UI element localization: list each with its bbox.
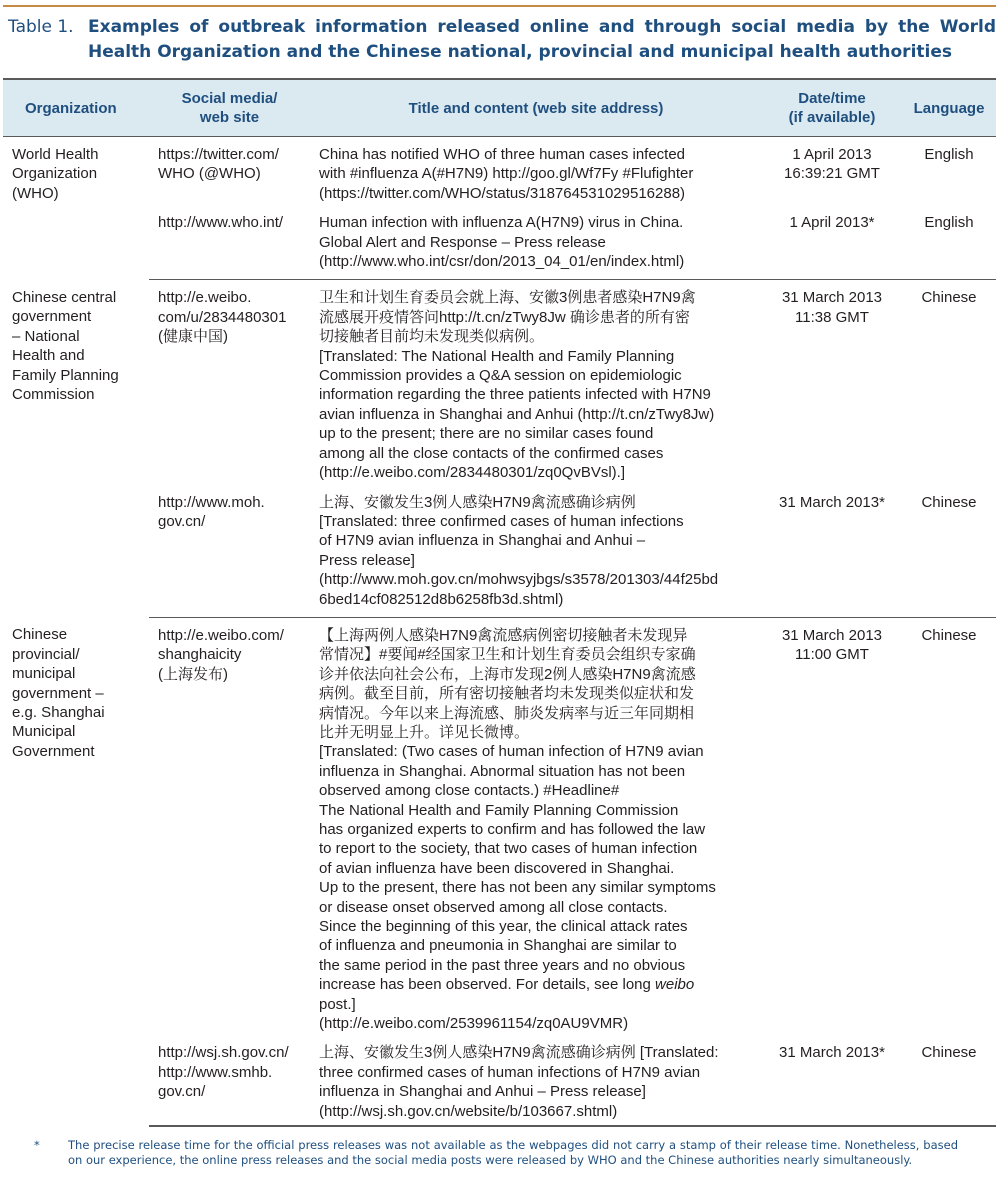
outbreak-info-table <box>3 78 996 1127</box>
organization-line: provincial/ <box>12 645 80 663</box>
cell-site-line: com/u/2834480301 <box>158 308 287 326</box>
cell-content <box>310 617 762 1033</box>
cell-site-line: https://twitter.com/ <box>158 146 279 163</box>
cell-content-line: (http://e.weibo.com/2539961154/zq0AU9VMR) <box>319 1015 629 1033</box>
cell-date-line: 11:00 GMT <box>795 646 869 664</box>
footnote-mark: * <box>34 1138 40 1152</box>
cell-content-line: 切接触者目前均未发现类似病例。 <box>319 328 545 346</box>
cell-site <box>149 280 310 483</box>
cell-content-line: or disease onset observed among all close contacts. <box>319 898 668 916</box>
cell-date-line: 16:39:21 GMT <box>784 165 880 183</box>
cell-date-line: 31 March 2013* <box>779 1044 885 1062</box>
table-header-row <box>3 79 996 137</box>
header-language: Language <box>902 79 996 137</box>
cell-content-line: (https://twitter.com/WHO/status/318764531029516288) <box>319 184 686 202</box>
organization-line: – National <box>12 327 80 345</box>
cell-site-line: gov.cn/ <box>158 1083 206 1101</box>
table-row <box>3 203 996 280</box>
cell-date <box>762 483 902 618</box>
cell-content-line: (http://www.who.int/csr/don/2013_04_01/en/index.html) <box>319 253 685 271</box>
cell-site-line: http://www.who.int/ <box>158 214 284 232</box>
cell-site <box>149 617 310 1033</box>
cell-language: Chinese <box>921 289 977 307</box>
cell-date-line: 31 March 2013 <box>781 626 883 644</box>
cell-site-line: http://e.weibo.com/ <box>158 626 284 644</box>
cell-site-line: http://e.weibo. <box>158 289 252 307</box>
cell-site-line: shanghaicity <box>158 646 242 664</box>
organization-line: Family Planning <box>12 366 119 384</box>
organization-line: Health and <box>12 347 85 365</box>
cell-date <box>762 203 902 280</box>
organization-line: Government <box>12 742 95 760</box>
cell-date-line: 1 April 2013* <box>789 214 875 232</box>
cell-site-line: gov.cn/ <box>158 512 206 530</box>
cell-site-line: (上海发布) <box>158 665 228 683</box>
cell-content-line: China has notified WHO of three human cases infected <box>319 146 686 163</box>
cell-site <box>149 483 310 618</box>
table-row <box>3 617 996 1033</box>
cell-site-line: http://www.moh. <box>158 493 265 511</box>
cell-content <box>310 203 762 280</box>
cell-content-line: observed among close contacts.) #Headline# <box>319 782 620 800</box>
cell-site-line: http://wsj.sh.gov.cn/ <box>158 1044 289 1062</box>
header-title-content: Title and content (web site address) <box>310 79 762 137</box>
cell-content-line: has organized experts to confirm and has followed the law <box>319 821 706 838</box>
organization-line: Commission <box>12 385 95 403</box>
header-social-media-line1: Social media/ <box>181 90 278 107</box>
cell-content-line: 卫生和计划生育委员会就上海、安徽3例患者感染H7N9禽 <box>319 289 696 307</box>
cell-content-line: of H7N9 avian influenza in Shanghai and Anhui – <box>319 532 646 550</box>
cell-content-line: 流感展开疫情答问http://t.cn/zTwy8Jw 确诊患者的所有密 <box>319 308 690 326</box>
footnote <box>34 1138 958 1168</box>
cell-date <box>762 137 902 204</box>
cell-content-line: 比并无明显上升。详见长微博。 <box>319 723 530 741</box>
cell-content-line: 常情况】#要闻#经国家卫生和计划生育委员会组织专家确 <box>319 646 696 664</box>
organization-line: Chinese <box>12 626 68 644</box>
table-row <box>3 1033 996 1126</box>
organization-line: Chinese central <box>12 288 117 306</box>
header-date-line2: (if available) <box>788 109 876 126</box>
table-label: Table 1. <box>8 17 74 37</box>
cell-date <box>762 617 902 1033</box>
cell-content-line: 病情况。今年以来上海流感、肺炎发病率与近三年同期相 <box>319 704 695 722</box>
cell-content-line: 上海、安徽发生3例人感染H7N9禽流感确诊病例 <box>319 493 636 511</box>
header-date <box>762 79 902 137</box>
cell-date-line: 1 April 2013 <box>792 146 872 163</box>
cell-site-line: (健康中国) <box>158 328 228 346</box>
cell-content <box>310 280 762 483</box>
cell-site-line: http://www.smhb. <box>158 1063 273 1081</box>
cell-content <box>310 1033 762 1126</box>
cell-content-line: Since the beginning of this year, the clinical attack rates <box>319 918 688 936</box>
cell-content-line: increase has been observed. For details, see long weibo <box>319 976 695 994</box>
table-caption <box>8 15 996 65</box>
cell-date-line: 11:38 GMT <box>795 308 869 326</box>
table-row <box>3 280 996 483</box>
cell-content-line: Press release] <box>319 551 415 569</box>
cell-language: Chinese <box>902 1033 996 1126</box>
organization-line: government – <box>12 684 104 702</box>
cell-content-line: up to the present; there are no similar cases found <box>319 425 654 443</box>
cell-content-line: [Translated: The National Health and Family Planning <box>319 347 675 365</box>
cell-language: Chinese <box>902 483 996 618</box>
cell-language: English <box>902 203 996 280</box>
cell-content-line: influenza in Shanghai. Abnormal situation has not been <box>319 762 686 780</box>
cell-content-line: [Translated: three confirmed cases of human infections <box>319 512 684 530</box>
header-organization: Organization <box>3 79 149 137</box>
cell-organization <box>3 280 149 618</box>
cell-content-line: 【上海两例人感染H7N9禽流感病例密切接触者未发现异 <box>319 626 688 644</box>
cell-content-line: Global Alert and Response – Press release <box>319 233 606 251</box>
cell-content-line: with #influenza A(#H7N9) http://goo.gl/Wf7Fy #Flufighter <box>319 165 694 183</box>
table-row <box>3 483 996 618</box>
cell-site <box>149 137 310 204</box>
cell-date <box>762 1033 902 1126</box>
cell-content-line: three confirmed cases of human infections of H7N9 avian <box>319 1063 701 1081</box>
cell-content-line: post.] <box>319 995 356 1013</box>
cell-site <box>149 203 310 280</box>
cell-content-line: avian influenza in Shanghai and Anhui (http://t.cn/zTwy8Jw) <box>319 405 715 423</box>
cell-content-line: 6bed14cf082512d8b6258fb3d.shtml) <box>319 590 564 608</box>
cell-content-line: (http://wsj.sh.gov.cn/website/b/103667.shtml) <box>319 1102 618 1120</box>
table-title: Examples of outbreak information released online and through social media by the World Health Organization and the Chinese national, provincial and municipal health authorities <box>88 17 996 62</box>
header-social-media <box>149 79 310 137</box>
cell-content-line: 病例。截至目前，所有密切接触者均未发现类似症状和发 <box>319 685 695 703</box>
cell-content-line: among all the close contacts of the confirmed cases <box>319 444 664 462</box>
cell-content-line: (http://e.weibo.com/2834480301/zq0QvBVsl).] <box>319 464 626 482</box>
table-row <box>3 137 996 204</box>
cell-content-line: the same period in the past three years and no obvious <box>319 956 686 974</box>
cell-content-line: The National Health and Family Planning Commission <box>319 801 679 819</box>
cell-date-line: 31 March 2013* <box>779 493 885 511</box>
cell-content-line: information regarding the three patients infected with H7N9 <box>319 386 711 404</box>
top-accent-rule <box>3 5 996 7</box>
organization-line: Municipal <box>12 723 76 741</box>
header-date-line1: Date/time <box>798 90 866 107</box>
cell-content-line: (http://www.moh.gov.cn/mohwsyjbgs/s3578/201303/44f25bd <box>319 571 719 589</box>
cell-organization <box>3 137 149 280</box>
cell-content-line: Up to the present, there has not been any similar symptoms <box>319 879 716 897</box>
cell-date-line: 31 March 2013 <box>781 289 883 307</box>
cell-content-line: of avian influenza have been discovered in Shanghai. <box>319 859 675 877</box>
cell-content-line: of influenza and pneumonia in Shanghai are similar to <box>319 937 677 955</box>
header-social-media-line2: web site <box>199 109 260 126</box>
cell-content-line: [Translated: (Two cases of human infection of H7N9 avian <box>319 743 704 761</box>
cell-content <box>310 483 762 618</box>
cell-content-line: influenza in Shanghai and Anhui – Press release] <box>319 1083 646 1101</box>
cell-site-line: WHO (@WHO) <box>158 165 261 183</box>
organization-line: Organization <box>12 165 98 183</box>
cell-content <box>310 137 762 204</box>
cell-content-line: Human infection with influenza A(H7N9) virus in China. <box>319 214 684 232</box>
organization-line: municipal <box>12 665 76 683</box>
footnote-text: The precise release time for the official press releases was not available as the webpages did not carry a stamp of their release time. Nonetheless, based on our experience, the online press releases and the social media posts were released by WHO and the Chinese authorities nearly simultaneously. <box>68 1138 958 1167</box>
organization-line: (WHO) <box>12 184 59 202</box>
cell-language: Chinese <box>921 626 977 644</box>
cell-content-line: 上海、安徽发生3例人感染H7N9禽流感确诊病例 [Translated: <box>319 1044 719 1062</box>
cell-content-line: 诊并依法向社会公布，上海市发现2例人感染H7N9禽流感 <box>319 665 696 683</box>
organization-line: e.g. Shanghai <box>12 704 105 722</box>
cell-language: English <box>924 146 974 163</box>
cell-site <box>149 1033 310 1126</box>
cell-content-line: Commission provides a Q&A session on epidemiologic <box>319 367 682 385</box>
cell-organization <box>3 617 149 1126</box>
italic-weibo-word: weibo <box>655 976 695 994</box>
cell-date <box>762 280 902 483</box>
organization-line: World Health <box>12 146 99 163</box>
cell-content-line: to report to the society, that two cases of human infection <box>319 840 698 858</box>
organization-line: government <box>12 308 92 326</box>
